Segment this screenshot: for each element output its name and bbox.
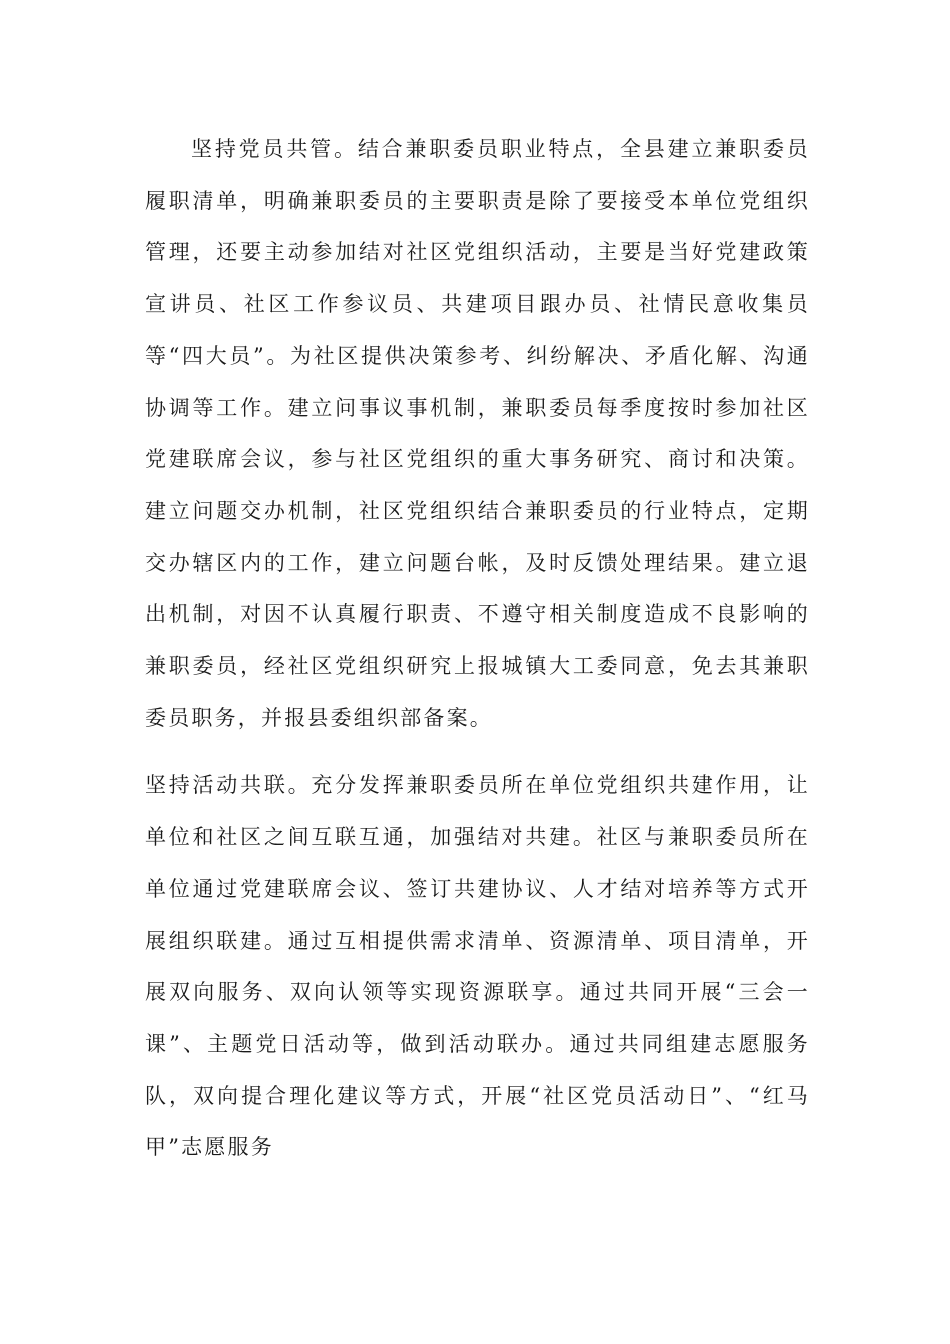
body-text xyxy=(145,124,810,1174)
paragraph-party-member-co-management: 坚持党员共管。结合兼职委员职业特点，全县建立兼职委员履职清单，明确兼职委员的主要职责是除了要接受本单位党组织管理，还要主动参加结对社区党组织活动，主要是当好党建政策宣讲员、社区工作参议员、共建项目跟办员、社情民意收集员等“四大员”。为社区提供决策参考、纠纷解决、矛盾化解、沟通协调等工作。建立问事议事机制，兼职委员每季度按时参加社区党建联席会议，参与社区党组织的重大事务研究、商讨和决策。建立问题交办机制，社区党组织结合兼职委员的行业特点，定期交办辖区内的工作，建立问题台帐，及时反馈处理结果。建立退出机制，对因不认真履行职责、不遵守相关制度造成不良影响的兼职委员，经社区党组织研究上报城镇大工委同意，免去其兼职委员职务，并报县委组织部备案。 xyxy=(145,137,810,730)
paragraph-joint-activities: 坚持活动共联。充分发挥兼职委员所在单位党组织共建作用，让单位和社区之间互联互通，加强结对共建。社区与兼职委员所在单位通过党建联席会议、签订共建协议、人才结对培养等方式开展组织联建。通过互相提供需求清单、资源清单、项目清单，开展双向服务、双向认领等实现资源联享。通过共同开展“三会一课”、主题党日活动等，做到活动联办。通过共同组建志愿服务队，双向提合理化建议等方式，开展“社区党员活动日”、“红马甲”志愿服务 xyxy=(145,773,810,1160)
